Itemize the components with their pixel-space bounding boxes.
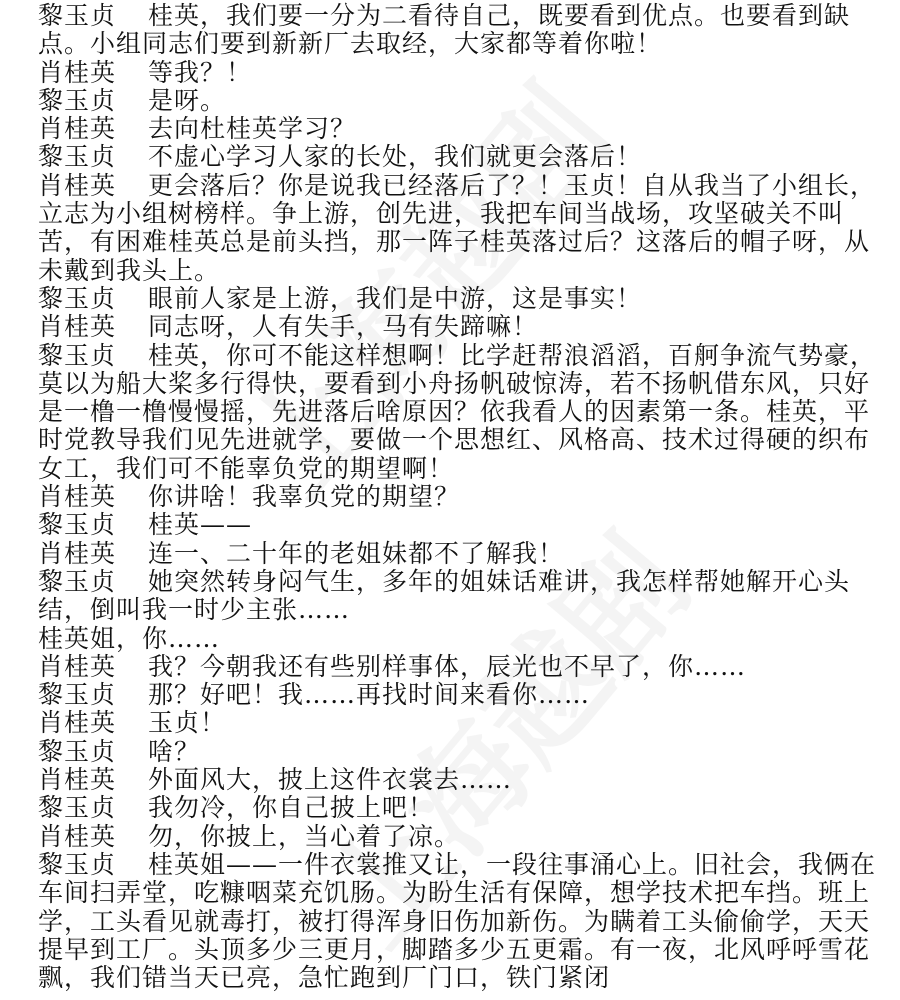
dialogue-line — [38, 766, 878, 794]
dialogue-text: 勿，你披上，当心着了凉。 — [148, 821, 461, 851]
dialogue-text: 啥？ — [148, 736, 201, 766]
dialogue-line — [38, 115, 878, 143]
speaker-name: 肖桂英 — [38, 538, 117, 568]
speaker-name: 肖桂英 — [38, 708, 117, 738]
speaker-name: 黎玉贞 — [38, 849, 117, 879]
dialogue-line — [38, 285, 878, 313]
dialogue-text: 她突然转身闷气生，多年的姐妹话难讲，我怎样帮她解开心头结，倒叫我一时少主张…… — [38, 566, 851, 625]
dialogue-line — [38, 823, 878, 851]
speaker-name: 肖桂英 — [38, 312, 117, 342]
dialogue-line — [38, 540, 878, 568]
dialogue-text: 更会落后？你是说我已经落后了？！玉贞！自从我当了小组长，立志为小组树榜样。争上游，创先进，我把车间当战场，攻坚破关不叫苦，有困难桂英总是前头挡，那一阵子桂英落过后？这落后的帽子呀，从未戴到我头上。 — [38, 170, 877, 285]
dialogue-line — [38, 653, 878, 681]
script-body — [38, 2, 878, 992]
dialogue-line — [38, 794, 878, 822]
dialogue-text: 去向杜桂英学习？ — [148, 114, 357, 144]
dialogue-line — [38, 59, 878, 87]
speaker-name: 黎玉贞 — [38, 680, 117, 710]
speaker-name: 肖桂英 — [38, 57, 117, 87]
dialogue-line — [38, 625, 878, 653]
dialogue-line — [38, 172, 878, 285]
dialogue-text: 连一、二十年的老姐妹都不了解我！ — [148, 538, 565, 568]
dialogue-line — [38, 738, 878, 766]
dialogue-line — [38, 313, 878, 341]
speaker-name: 黎玉贞 — [38, 85, 117, 115]
dialogue-line — [38, 681, 878, 709]
speaker-name: 肖桂英 — [38, 821, 117, 851]
dialogue-text: 桂英姐，你…… — [38, 623, 221, 653]
dialogue-text: 我？今朝我还有些别样事体，辰光也不早了，你…… — [148, 651, 747, 681]
dialogue-text: 桂英姐——一件衣裳推又让，一段往事涌心上。旧社会，我俩在车间扫弄堂，吃糠咽菜充饥肠。为盼生活有保障，想学技术把车挡。班上学，工头看见就毒打，被打得浑身旧伤加新伤。为瞒着工头偷偷学，天天提早到工厂。头顶多少三更月，脚踏多少五更霜。有一夜，北风呼呼雪花飘，我们错当天已亮，急忙跑到厂门口，铁门紧闭 — [38, 849, 877, 993]
dialogue-text: 那？好吧！我……再找时间来看你…… — [148, 680, 591, 710]
speaker-name: 肖桂英 — [38, 114, 117, 144]
dialogue-text: 桂英，你可不能这样想啊！比学赶帮浪滔滔，百舸争流气势豪，莫以为船大桨多行得快，要看到小舟扬帆破惊涛，若不扬帆借东风，只好是一橹一橹慢慢摇，先进落后啥原因？依我看人的因素第一条。桂英，平时党教导我们见先进就学，要做一个思想红、风格高、技术过得硬的织布女工，我们可不能辜负党的期望啊！ — [38, 340, 877, 483]
dialogue-text: 等我？！ — [148, 57, 253, 87]
dialogue-line — [38, 709, 878, 737]
speaker-name: 黎玉贞 — [38, 510, 117, 540]
dialogue-text: 玉贞！ — [148, 708, 227, 738]
speaker-name: 黎玉贞 — [38, 340, 117, 370]
speaker-name: 肖桂英 — [38, 170, 117, 200]
dialogue-text: 同志呀，人有失手，马有失蹄嘛！ — [148, 312, 539, 342]
dialogue-text: 眼前人家是上游，我们是中游，这是事实！ — [148, 283, 643, 313]
speaker-name: 黎玉贞 — [38, 142, 117, 172]
speaker-name: 肖桂英 — [38, 651, 117, 681]
dialogue-line — [38, 143, 878, 171]
dialogue-line — [38, 511, 878, 539]
dialogue-text: 桂英—— — [148, 510, 253, 540]
speaker-name: 肖桂英 — [38, 482, 117, 512]
speaker-name: 黎玉贞 — [38, 793, 117, 823]
speaker-name: 黎玉贞 — [38, 736, 117, 766]
dialogue-line — [38, 483, 878, 511]
dialogue-line — [38, 87, 878, 115]
dialogue-text: 你讲啥！我辜负党的期望？ — [148, 482, 461, 512]
speaker-name: 黎玉贞 — [38, 566, 117, 596]
dialogue-text: 外面风大，披上这件衣裳去…… — [148, 765, 513, 795]
dialogue-text: 是呀。 — [148, 85, 227, 115]
dialogue-line — [38, 568, 878, 625]
dialogue-text: 不虚心学习人家的长处，我们就更会落后！ — [148, 142, 643, 172]
speaker-name: 黎玉贞 — [38, 283, 117, 313]
dialogue-text: 桂英，我们要一分为二看待自己，既要看到优点。也要看到缺点。小组同志们要到新新厂去取经，大家都等着你啦！ — [38, 1, 851, 59]
dialogue-line — [38, 342, 878, 483]
dialogue-line — [38, 2, 878, 59]
speaker-name: 肖桂英 — [38, 765, 117, 795]
dialogue-text: 我勿冷，你自己披上吧！ — [148, 793, 435, 823]
dialogue-line — [38, 851, 878, 992]
speaker-name: 黎玉贞 — [38, 1, 117, 30]
